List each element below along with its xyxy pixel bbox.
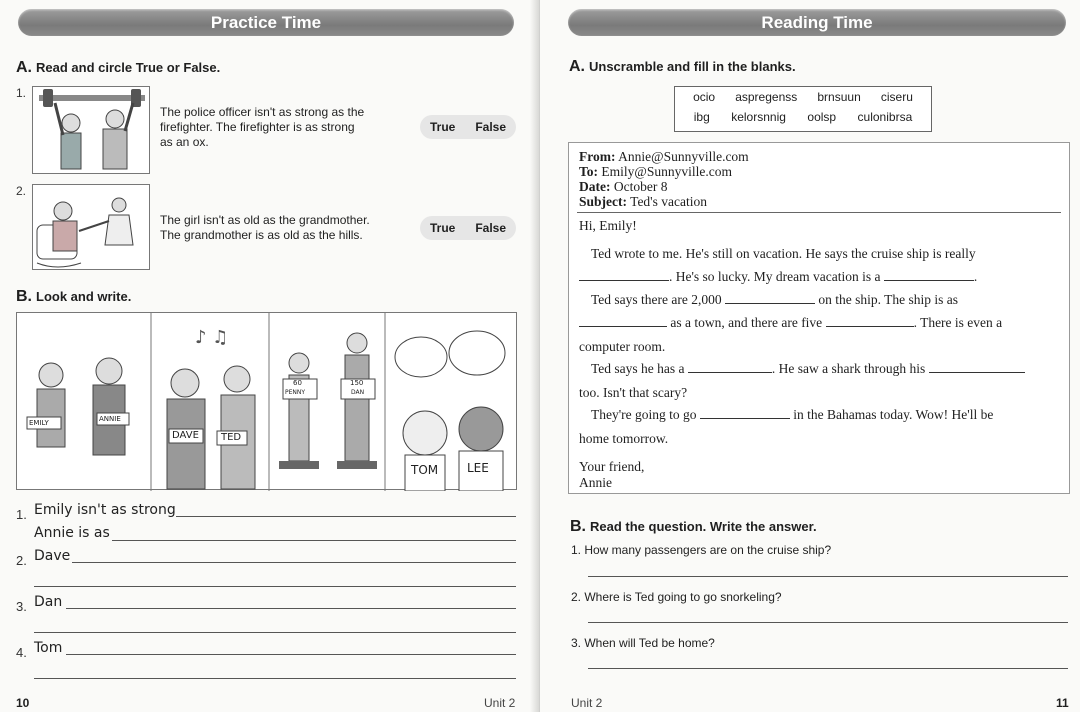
item-2-text: The girl isn't as old as the grandmother. The grandmother is as old as the hills. [160,213,370,242]
fill-blank[interactable] [826,315,914,327]
scrambled-word: aspregenss [735,90,798,104]
false-option[interactable]: False [475,120,506,134]
fill-blank[interactable] [579,315,667,327]
email-date: Date: October 8 [579,179,668,194]
question-1: 1. How many passengers are on the cruise ship? [571,543,832,557]
false-option[interactable]: False [475,221,506,235]
answer-1-line-1: Emily isn't as strong [34,502,176,518]
scrambled-word: ciseru [880,90,913,104]
label-lee: LEE [467,461,489,475]
svg-text:♪ ♫: ♪ ♫ [195,327,229,348]
label-ted: TED [221,432,242,443]
answer-line[interactable] [588,576,1068,577]
email-paragraph-1b: . He's so lucky. My dream vacation is a . [579,268,1059,285]
email-paragraph-4a: They're going to go in the Bahamas today. Wow! He'll be [591,407,994,422]
comic-illustrations [17,313,518,491]
scrambled-word: oolsp [807,110,837,124]
answer-line[interactable] [72,562,516,563]
right-page [540,0,1080,712]
fill-blank[interactable] [700,407,790,419]
weightlifting-illustration [33,87,151,175]
scrambled-word: kelorsnnig [731,110,786,124]
email-from: From: Annie@Sunnyville.com [579,149,749,164]
section-b-title: B. Look and write. [16,288,132,305]
strongman-picture [32,86,150,174]
fill-blank[interactable] [725,292,815,304]
scramble-row [675,87,931,107]
reading-time-banner: Reading Time [568,9,1066,36]
email-paragraph-3a: Ted says he has a . He saw a shark through his [591,360,1059,377]
section-a-title: A. Read and circle True or False. [16,59,221,76]
answer-number: 3. [16,599,27,614]
label-emily: EMILY [29,419,49,427]
grandmother-picture [32,184,150,270]
fill-blank[interactable] [579,269,669,281]
grandmother-girl-illustration [33,185,151,271]
answer-line[interactable] [588,622,1068,623]
page-number-left: 10 [16,696,30,710]
email-paragraph-2b: as a town, and there are five . There is even a [579,314,1059,331]
item-number: 1. [16,86,27,100]
label-tom: TOM [411,463,439,477]
answer-3-line-1: Dan [34,594,63,610]
email-paragraph-1a: Ted wrote to me. He's still on vacation. He says the cruise ship is really [591,246,976,261]
scrambled-word: brnsuun [817,90,861,104]
fill-blank[interactable] [884,269,974,281]
email-paragraph-2a: Ted says there are 2,000 on the ship. The ship is as [591,292,959,307]
item-1-text: The police officer isn't as strong as the firefighter. The firefighter is as strong as an ox. [160,105,365,149]
left-page [0,0,538,712]
comparison-comic-strip [16,312,517,490]
email-letter [568,142,1070,494]
section-b-title: B. Read the question. Write the answer. [570,518,817,535]
answer-line[interactable] [588,668,1068,669]
email-greeting: Hi, Emily! [579,218,637,233]
answer-number: 4. [16,645,27,660]
question-2: 2. Where is Ted going to go snorkeling? [571,590,782,604]
page-number-right: 11 [1056,696,1069,710]
fill-blank[interactable] [688,361,772,373]
email-paragraph-4b: home tomorrow. [579,431,669,446]
answer-line[interactable] [66,654,516,655]
email-closing: Your friend, [579,459,645,474]
practice-time-banner: Practice Time [18,9,514,36]
email-header-divider [577,212,1061,213]
scale-value-dan: 150 [350,379,364,387]
answer-4-line-1: Tom [34,640,63,656]
answer-line[interactable] [112,540,516,541]
answer-line[interactable] [66,608,516,609]
scrambled-word: ocio [693,90,716,104]
answer-line[interactable] [34,632,516,633]
email-subject: Subject: Ted's vacation [579,194,707,209]
scrambled-word: culonibrsa [857,110,913,124]
answer-number: 2. [16,553,27,568]
answer-1-line-2: Annie is as [34,525,110,541]
true-false-choice[interactable] [420,216,516,240]
email-to: To: Emily@Sunnyville.com [579,164,732,179]
true-false-choice[interactable] [420,115,516,139]
email-signature: Annie [579,475,612,490]
answer-2-line-1: Dave [34,548,71,564]
label-dave: DAVE [172,430,199,441]
label-annie: ANNIE [99,415,121,423]
answer-number: 1. [16,507,27,522]
scale-value-penny: 60 [293,379,302,387]
item-number: 2. [16,184,27,198]
scrambled-word-box [674,86,932,132]
answer-line[interactable] [34,586,516,587]
question-3: 3. When will Ted be home? [571,636,715,650]
scrambled-word: ibg [693,110,710,124]
section-a-title: A. Unscramble and fill in the blanks. [569,58,796,75]
email-paragraph-2c: computer room. [579,339,666,354]
unit-label-right: Unit 2 [571,696,603,710]
answer-line[interactable] [176,516,516,517]
label-dan: DAN [351,389,365,396]
true-option[interactable]: True [429,221,456,235]
email-paragraph-3b: too. Isn't that scary? [579,385,688,400]
true-option[interactable]: True [429,120,456,134]
fill-blank[interactable] [929,361,1025,373]
unit-label-left: Unit 2 [484,696,516,710]
scramble-row [675,107,931,127]
label-penny: PENNY [285,389,306,396]
answer-line[interactable] [34,678,516,679]
